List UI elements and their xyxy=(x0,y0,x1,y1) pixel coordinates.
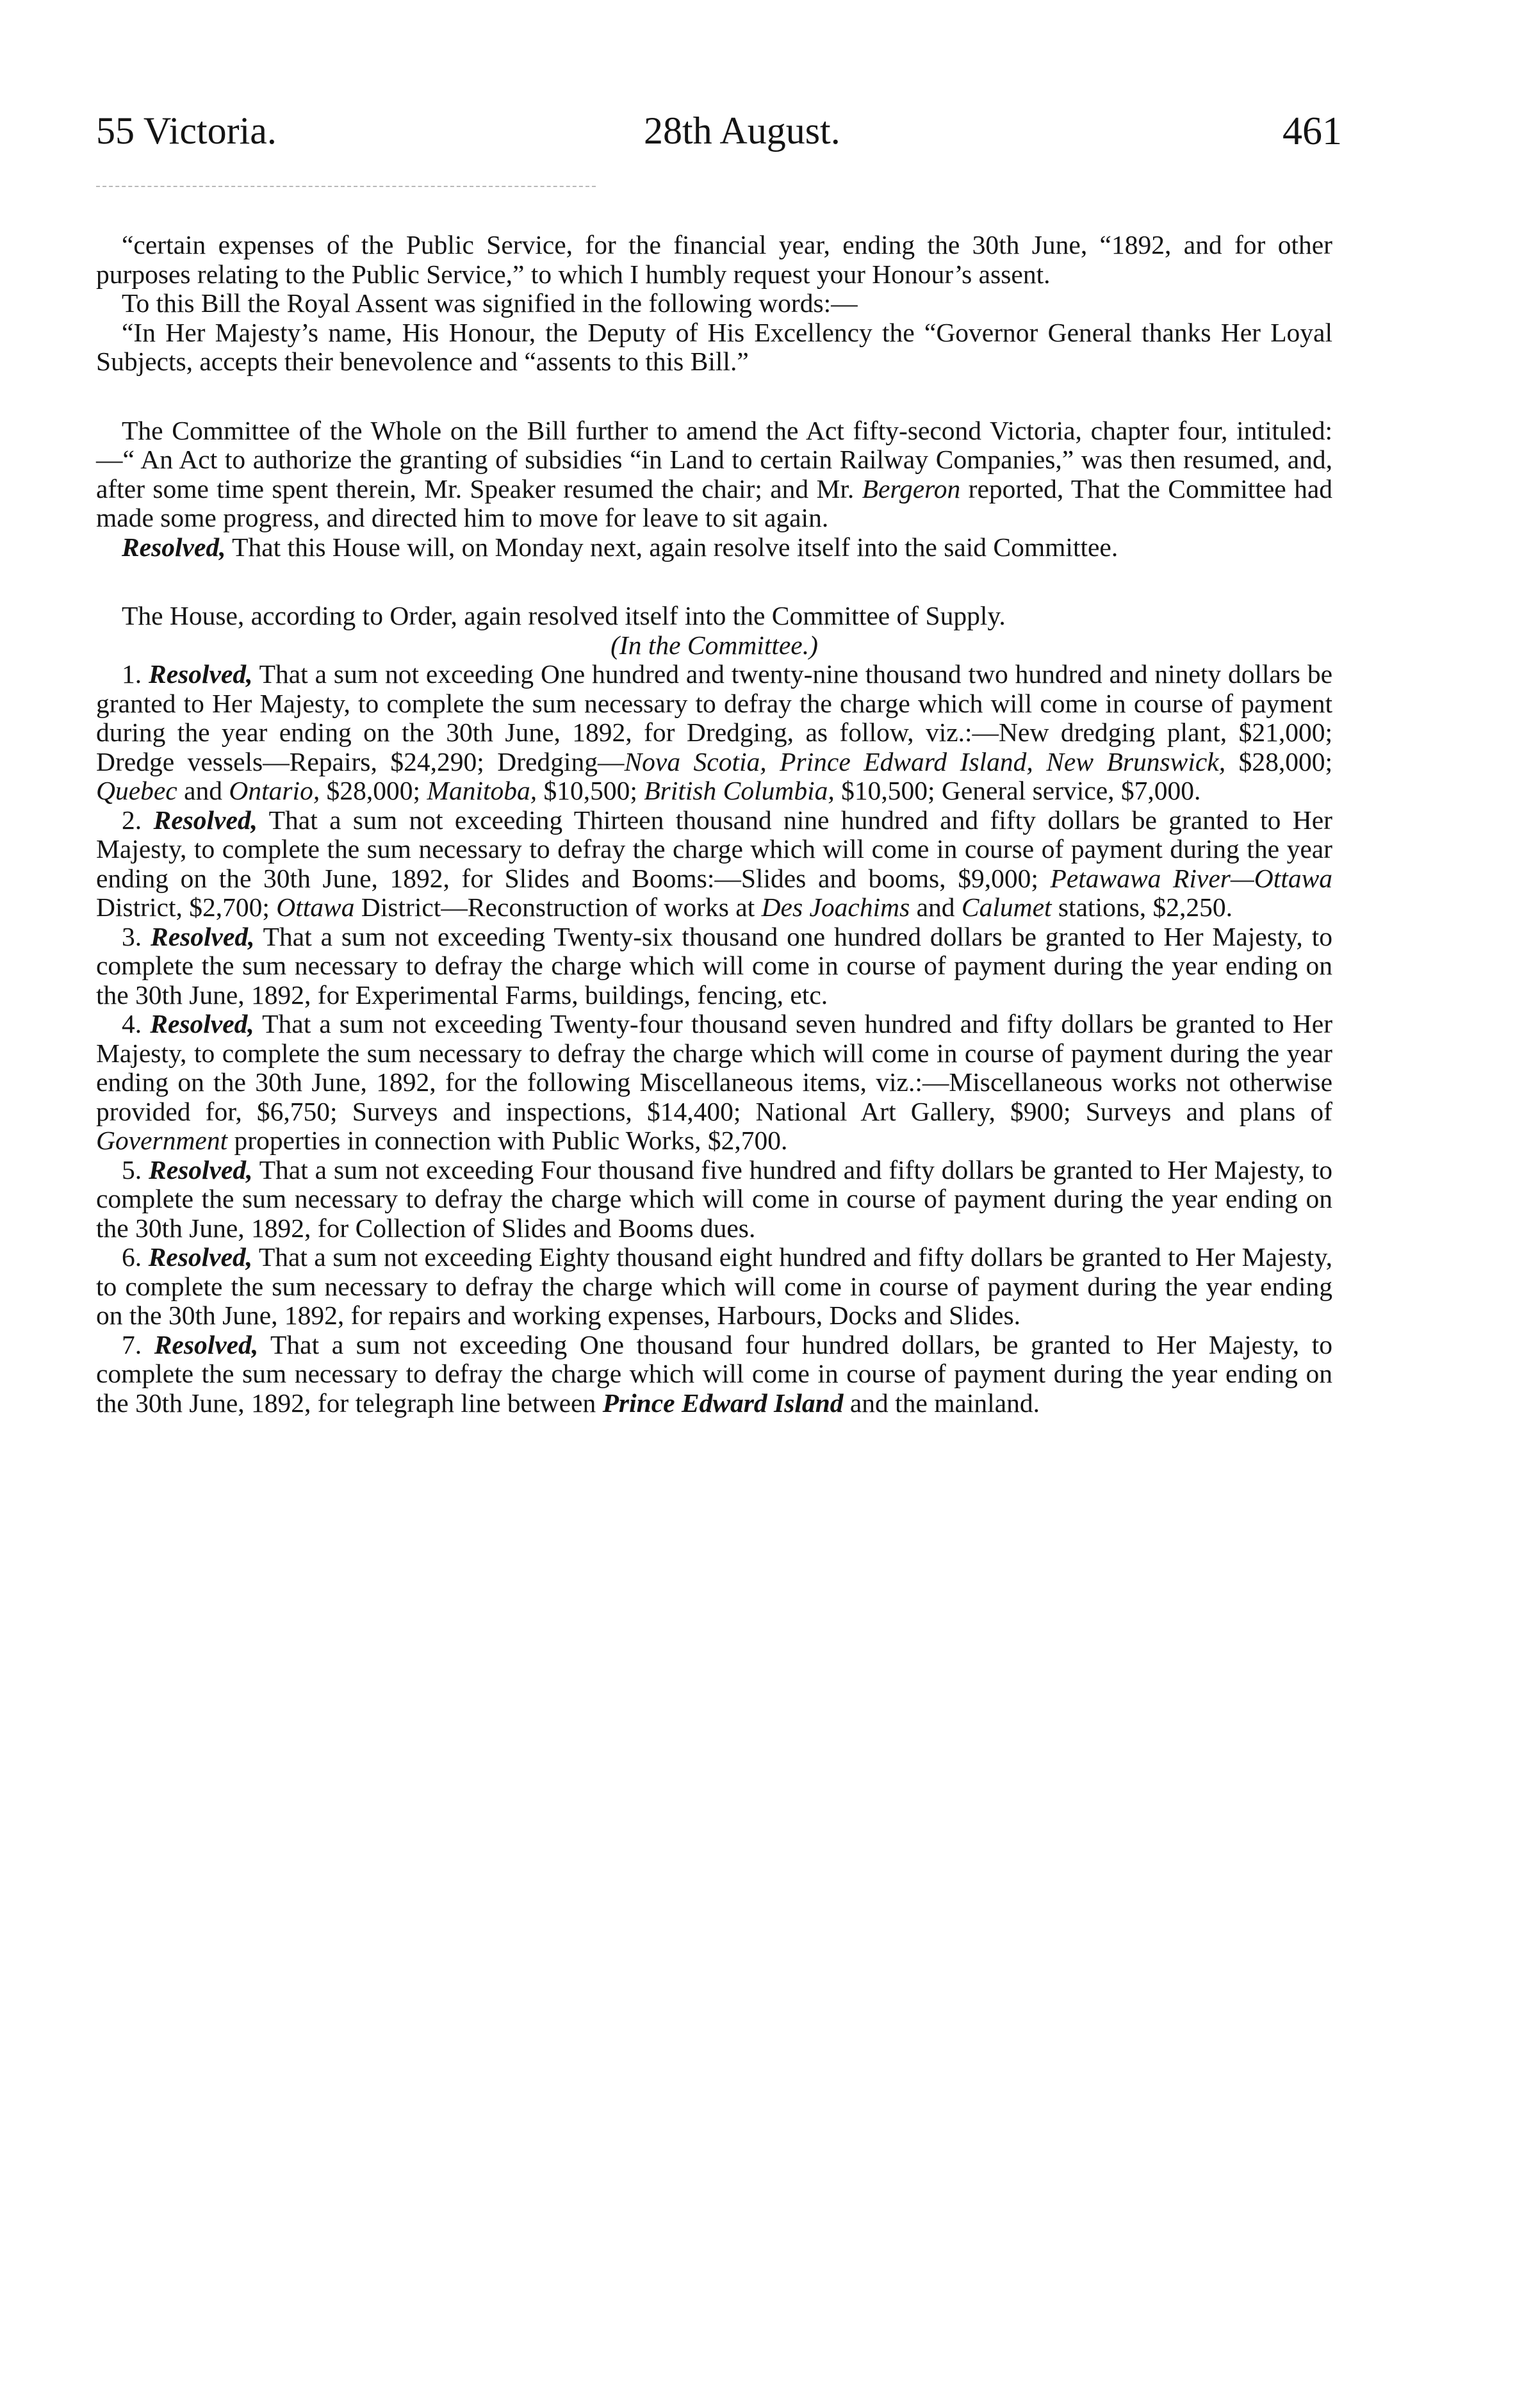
paragraph-assent-words: “In Her Majesty’s name, His Honour, the Deputy of His Excellency the “Governor General thanks Her Loyal Subjects, accepts their benevolence and “assents to this Bill.” xyxy=(96,317,1332,376)
resolution-2: 2. Resolved, That a sum not exceeding Thirteen thousand nine hundred and fifty dollars be granted to Her Majesty, to complete the sum necessary to defray the charge which will come in course of payment during the year ending on the 30th June, 1892, for Slides and Booms:—Slides and booms, $9,000; Petawawa River—Ottawa District, $2,700; Ottawa District—Reconstruction of works at Des Joachims and Calumet stations, $2,250. xyxy=(96,805,1333,922)
page-number: 461 xyxy=(1282,110,1342,153)
paragraph-resolved-monday: Resolved, That this House will, on Monday next, again resolve itself into the said Committee. xyxy=(122,532,1118,562)
paragraph-committee-of-supply: The House, according to Order, again resolved itself into the Committee of Supply. xyxy=(122,601,1006,630)
resolution-6: 6. Resolved, That a sum not exceeding Eighty thousand eight hundred and fifty dollars be granted to Her Majesty, to complete the sum necessary to defray the charge which will come in course of payment during the year ending on the 30th June, 1892, for repairs and working expenses, Harbours, Docks and Slides. xyxy=(96,1242,1332,1330)
resolution-3: 3. Resolved, That a sum not exceeding Twenty-six thousand one hundred dollars be granted to Her Majesty, to complete the sum necessary to defray the charge which will come in course of payment during the year ending on the 30th June, 1892, for Experimental Farms, buildings, fencing, etc. xyxy=(96,921,1332,1010)
resolution-5: 5. Resolved, That a sum not exceeding Four thousand five hundred and fifty dollars be granted to Her Majesty, to complete the sum necessary to defray the charge which will come in course of payment during the year ending on the 30th June, 1892, for Collection of Slides and Booms dues. xyxy=(96,1154,1332,1243)
running-header xyxy=(96,83,1342,154)
header-rule xyxy=(96,186,596,187)
paragraph-committee-report: The Committee of the Whole on the Bill further to amend the Act fifty-second Victoria, chapter four, intituled:—“ An Act to authorize the granting of subsidies “in Land to certain Railway Companies,” was then resumed, and, after some time spent therein, Mr. Speaker resumed the chair; and Mr. Bergeron reported, That the Committee had made some progress, and directed him to move for leave to sit again. xyxy=(96,415,1332,532)
in-committee-heading: (In the Committee.) xyxy=(610,630,818,660)
header-session: 55 Victoria. xyxy=(96,110,277,152)
resolution-4: 4. Resolved, That a sum not exceeding Twenty-four thousand seven hundred and fifty dollars be granted to Her Majesty, to complete the sum necessary to defray the charge which will come in course of payment during the year ending on the 30th June, 1892, for the following Miscellaneous items, viz.:—Miscellaneous works not otherwise provided for, $6,750; Surveys and inspections, $14,400; National Art Gallery, $900; Surveys and plans of Government properties in connection with Public Works, $2,700. xyxy=(96,1009,1333,1155)
page-body xyxy=(96,231,1332,1418)
header-date: 28th August. xyxy=(644,110,840,152)
member-name: Bergeron xyxy=(862,473,961,504)
journal-page xyxy=(96,83,1342,1418)
paragraph-royal-assent: To this Bill the Royal Assent was signified in the following words:— xyxy=(122,288,858,318)
resolution-7: 7. Resolved, That a sum not exceeding One thousand four hundred dollars, be granted to Her Majesty, to complete the sum necessary to defray the charge which will come in course of payment during the year ending on the 30th June, 1892, for telegraph line between Prince Edward Island and the mainland. xyxy=(96,1329,1332,1418)
paragraph-bill-continuation: “certain expenses of the Public Service, for the financial year, ending the 30th June, “1892, and for other purposes relating to the Public Service,” to which I humbly request your Honour’s assent. xyxy=(96,230,1332,289)
resolution-1: 1. Resolved, That a sum not exceeding One hundred and twenty-nine thousand two hundred and ninety dollars be granted to Her Majesty, to complete the sum necessary to defray the charge which will come in course of payment during the year ending on the 30th June, 1892, for Dredging, as follow, viz.:—New dredging plant, $21,000; Dredge vessels—Repairs, $24,290; Dredging—Nova Scotia, Prince Edward Island, New Brunswick, $28,000; Quebec and Ontario, $28,000; Manitoba, $10,500; British Columbia, $10,500; General service, $7,000. xyxy=(96,659,1333,805)
